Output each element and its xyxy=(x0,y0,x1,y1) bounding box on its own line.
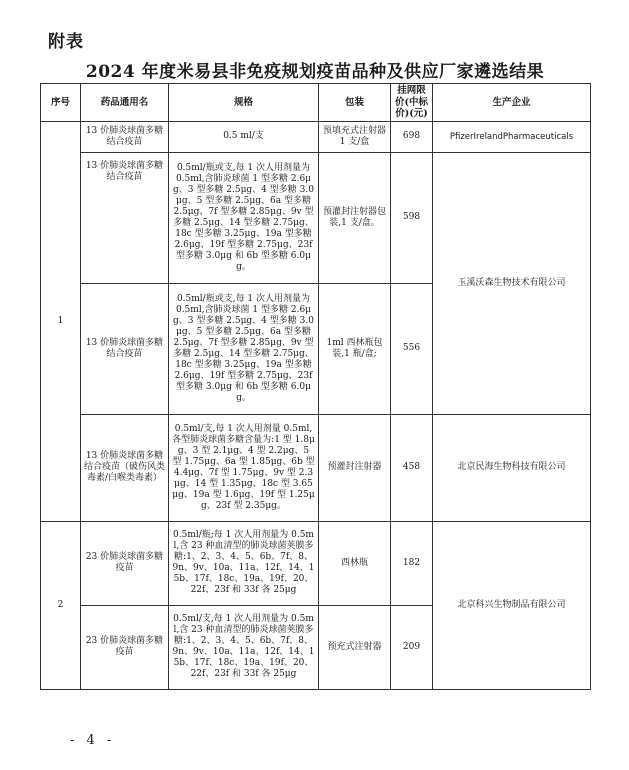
vaccine-package: 预充式注射器 xyxy=(319,605,391,689)
table-header-row xyxy=(41,84,591,122)
header-name: 药品通用名 xyxy=(81,84,169,122)
annex-label: 附表 xyxy=(48,32,84,52)
vaccine-name: 23 价肺炎球菌多糖疫苗 xyxy=(81,521,169,605)
vaccine-price: 182 xyxy=(391,521,433,605)
vaccine-price: 458 xyxy=(391,414,433,521)
vaccine-spec: 0.5ml/瓶;每 1 次人用剂量为 0.5ml,含 23 种血清型的肺炎球菌荚膜多糖:1、2、3、4、5、6b、7f、8、9n、9v、10a、11a、12f、14、15b、17f、18c、19a、19f、20、22f、23f 和 33f 各 25μg xyxy=(169,521,319,605)
vaccine-package: 预灌封注射器 xyxy=(319,414,391,521)
row-number: 1 xyxy=(41,121,81,521)
vaccine-name: 23 价肺炎球菌多糖疫苗 xyxy=(81,605,169,689)
vaccine-spec: 0.5ml/瓶或支,每 1 次人用剂量为 0.5ml,含肺炎球菌 1 型多糖 2.6μg、3 型多糖 2.5μg、4 型多糖 3.0μg、5 型多糖 2.5μg、6a 型多糖 2.5μg、7f 型多糖 2.85μg、9v 型多糖 2.5μg、14 型多糖 2.75μg、18c 型多糖 3.25μg、19a 型多糖 2.6μg、19f 型多糖 2.75μg、23f 型多糖 3.0μg 和 6b 型多糖 6.0μg。 xyxy=(169,152,319,283)
vaccine-price: 556 xyxy=(391,283,433,414)
header-price: 挂网限价(中标价)(元) xyxy=(391,84,433,122)
page-number: - 4 - xyxy=(70,733,116,748)
vaccine-table xyxy=(40,83,591,690)
vaccine-name: 13 价肺炎球菌多糖结合疫苗 xyxy=(81,152,169,283)
row-number: 2 xyxy=(41,521,81,689)
vaccine-spec: 0.5ml/瓶或支,每 1 次人用剂量为 0.5ml,含肺炎球菌 1 型多糖 2.6μg、3 型多糖 2.5μg、4 型多糖 3.0μg、5 型多糖 2.5μg、6a 型多糖 2.5μg、7f 型多糖 2.85μg、9v 型多糖 2.5μg、14 型多糖 2.75μg、18c 型多糖 3.25μg、19a 型多糖 2.6μg、19f 型多糖 2.75μg、23f 型多糖 3.0μg 和 6b 型多糖 6.0μg。 xyxy=(169,283,319,414)
table-row xyxy=(41,152,591,283)
manufacturer: 玉溪沃森生物技术有限公司 xyxy=(433,152,591,414)
header-no: 序号 xyxy=(41,84,81,122)
vaccine-name: 13 价肺炎球菌多糖结合疫苗（破伤风类毒素/白喉类毒素） xyxy=(81,414,169,521)
table-row xyxy=(41,121,591,152)
vaccine-price: 698 xyxy=(391,121,433,152)
vaccine-package: 预灌封注射器包装,1 支/盒。 xyxy=(319,152,391,283)
vaccine-package: 预填充式注射器 1 支/盒 xyxy=(319,121,391,152)
vaccine-spec: 0.5 ml/支 xyxy=(169,121,319,152)
table-row xyxy=(41,414,591,521)
manufacturer: 北京科兴生物制品有限公司 xyxy=(433,521,591,689)
vaccine-price: 598 xyxy=(391,152,433,283)
vaccine-spec: 0.5ml/支,每 1 次人用剂量为 0.5ml,含 23 种血清型的肺炎球菌荚膜多糖:1、2、3、4、5、6b、7f、8、9n、9v、10a、11a、12f、14、15b、17f、18c、19a、19f、20、22f、23f 和 33f 各 25μg xyxy=(169,605,319,689)
vaccine-package: 西林瓶 xyxy=(319,521,391,605)
vaccine-price: 209 xyxy=(391,605,433,689)
vaccine-spec: 0.5ml/支,每 1 次人用剂量 0.5ml,各型肺炎球菌多糖含量为:1 型 1.8μg、3 型 2.1μg、4 型 2.2μg、5 型 1.75μg、6a 型 1.85μg、6b 型 4.4μg、7f 型 1.75μg、9v 型 2.3μg、14 型 1.35μg、18c 型 3.65μg、19a 型 1.6μg、19f 型 1.25μg、23f 型 2.35μg。 xyxy=(169,414,319,521)
vaccine-package: 1ml 西林瓶包装,1 瓶/盒; xyxy=(319,283,391,414)
vaccine-name: 13 价肺炎球菌多糖结合疫苗 xyxy=(81,121,169,152)
manufacturer: 北京民海生物科技有限公司 xyxy=(433,414,591,521)
vaccine-name: 13 价肺炎球菌多糖结合疫苗 xyxy=(81,283,169,414)
header-manufacturer: 生产企业 xyxy=(433,84,591,122)
manufacturer: PfizerIrelandPharmaceuticals xyxy=(433,121,591,152)
page-title: 2024 年度米易县非免疫规划疫苗品种及供应厂家遴选结果 xyxy=(85,62,545,82)
header-package: 包装 xyxy=(319,84,391,122)
header-spec: 规格 xyxy=(169,84,319,122)
table-row xyxy=(41,521,591,605)
